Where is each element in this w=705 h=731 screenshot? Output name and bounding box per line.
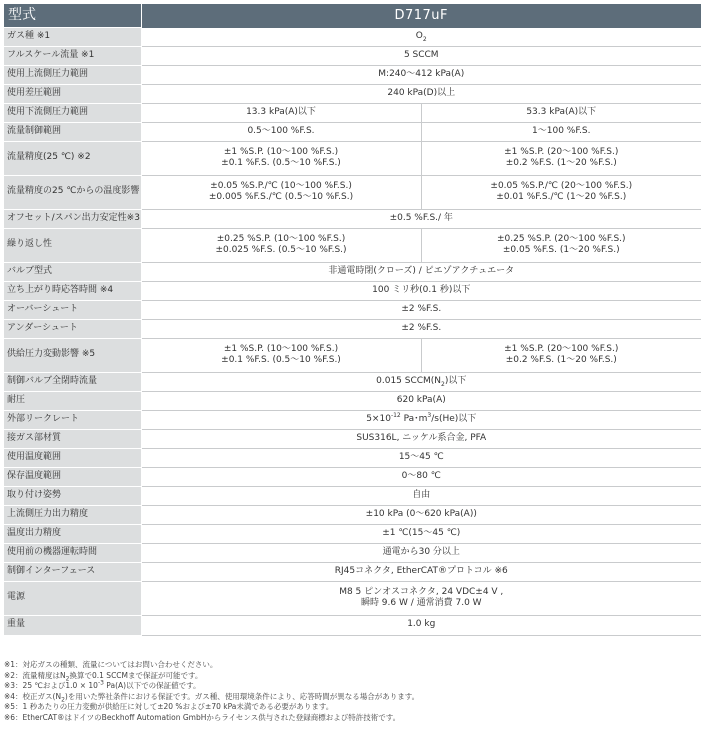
value-line: ±0.2 %F.S. (1～20 %F.S.) <box>505 355 617 365</box>
spec-label: オフセット/スパン出力安定性※3 <box>4 209 141 228</box>
spec-value: 非通電時閉(クローズ) / ピエゾアクチュエータ <box>141 262 701 281</box>
spec-value: $O_2$ <box>141 27 701 46</box>
spec-label: フルスケール流量 ※1 <box>4 46 141 65</box>
spec-row <box>4 615 701 635</box>
value-line: ±0.05 %F.S. (1～20 %F.S.) <box>502 245 620 255</box>
spec-row <box>4 562 701 581</box>
spec-value: SUS316L, ニッケル系合金, PFA <box>141 429 701 448</box>
spec-label: 耐圧 <box>4 391 141 410</box>
spec-label: 流量制御範囲 <box>4 122 141 141</box>
value-line: ±0.005 %F.S./℃ (0.5～10 %F.S.) <box>208 192 354 202</box>
value-line: ±0.05 %S.P./℃ (20～100 %F.S.) <box>490 180 633 191</box>
value-line: ±0.025 %F.S. (0.5～10 %F.S.) <box>215 245 347 255</box>
value-line: ±1 %S.P. (20～100 %F.S.) <box>504 146 619 157</box>
spec-row <box>4 429 701 448</box>
spec-row <box>4 410 701 429</box>
footnote: ※2：流量精度は$N_2$換算で0.1 SCCMまで保証が可能です。 <box>4 670 203 682</box>
spec-row <box>4 524 701 543</box>
spec-label: ガス種 ※1 <box>4 27 141 46</box>
spec-value: ±10 kPa (0～620 kPa(A)) <box>141 505 701 524</box>
spec-row <box>4 467 701 486</box>
spec-row <box>4 448 701 467</box>
footnotes <box>4 660 701 723</box>
spec-label: 使用温度範囲 <box>4 448 141 467</box>
spec-row <box>4 27 701 46</box>
spec-value: RJ45コネクタ, EtherCAT®プロトコル ※6 <box>141 562 701 581</box>
spec-row <box>4 505 701 524</box>
spec-row <box>4 209 701 228</box>
spec-label: 流量精度(25 ℃) ※2 <box>4 141 141 175</box>
spec-value: 通電から30 分以上 <box>141 543 701 562</box>
header-row <box>4 4 701 27</box>
spec-value: 240 kPa(D)以上 <box>141 84 701 103</box>
spec-row <box>4 543 701 562</box>
spec-label: 供給圧力変動影響 ※5 <box>4 338 141 372</box>
spec-label: 使用上流側圧力範囲 <box>4 65 141 84</box>
spec-row <box>4 319 701 338</box>
value-line: ±0.25 %S.P. (20～100 %F.S.) <box>496 233 626 244</box>
spec-label: 流量精度の25 ℃からの温度影響 <box>4 175 141 209</box>
spec-value-right: 1～100 %F.S. <box>421 122 701 141</box>
value-line: ±1 %S.P. (10～100 %F.S.) <box>223 146 339 157</box>
value-line: ±0.05 %S.P./℃ (10～100 %F.S.) <box>210 180 352 191</box>
spec-label: 使用差圧範囲 <box>4 84 141 103</box>
spec-value-right <box>421 141 701 175</box>
footnote: ※3：25 ℃および$1.0 \times 10^{-3}$ Pa(A)以下での保証値です。 <box>4 679 201 690</box>
value-line: ±0.01 %F.S./℃ (1～20 %F.S.) <box>496 192 627 202</box>
spec-label: 上流側圧力出力精度 <box>4 505 141 524</box>
spec-row <box>4 581 701 615</box>
spec-value-left <box>141 228 421 262</box>
spec-row <box>4 281 701 300</box>
value-line: ±1 %S.P. (10～100 %F.S.) <box>223 343 339 354</box>
value-line: ±0.25 %S.P. (10～100 %F.S.) <box>216 233 346 244</box>
spec-value-right <box>421 228 701 262</box>
spec-value: 0～80 ℃ <box>141 467 701 486</box>
spec-label: オーバーシュート <box>4 300 141 319</box>
spec-row <box>4 141 701 175</box>
spec-row <box>4 391 701 410</box>
spec-label: 電源 <box>4 581 141 615</box>
spec-label: 保存温度範囲 <box>4 467 141 486</box>
spec-row <box>4 65 701 84</box>
spec-table <box>4 4 701 636</box>
spec-value-right <box>421 175 701 209</box>
spec-value: 0.015 $SCCM(N_2)$以下 <box>141 372 701 391</box>
spec-row <box>4 103 701 122</box>
spec-value-right: 53.3 kPa(A)以下 <box>421 103 701 122</box>
value-line: 瞬時 9.6 W / 通常消費 7.0 W <box>360 598 482 608</box>
spec-value <box>141 581 701 615</box>
spec-row <box>4 84 701 103</box>
value-line: ±1 %S.P. (20～100 %F.S.) <box>504 343 619 354</box>
spec-row <box>4 372 701 391</box>
spec-row <box>4 300 701 319</box>
spec-label: 温度出力精度 <box>4 524 141 543</box>
spec-body <box>4 4 701 635</box>
spec-value: 15～45 ℃ <box>141 448 701 467</box>
spec-value-left <box>141 175 421 209</box>
spec-label: 接ガス部材質 <box>4 429 141 448</box>
spec-value: ±0.5 %F.S./ 年 <box>141 209 701 228</box>
spec-value-left: 0.5～100 %F.S. <box>141 122 421 141</box>
spec-label: 使用下流側圧力範囲 <box>4 103 141 122</box>
value-line: ±0.1 %F.S. (0.5～10 %F.S.) <box>221 158 341 168</box>
spec-value: $5\times 10^{-12}$ Pa･$m^3/s(He)$以下 <box>141 410 701 429</box>
spec-value: ±1 ℃(15～45 ℃) <box>141 524 701 543</box>
spec-label: バルブ型式 <box>4 262 141 281</box>
spec-label: 制御インターフェース <box>4 562 141 581</box>
spec-value: ±2 %F.S. <box>141 319 701 338</box>
spec-label: 使用前の機器運転時間 <box>4 543 141 562</box>
spec-value: 620 kPa(A) <box>141 391 701 410</box>
spec-value: ±2 %F.S. <box>141 300 701 319</box>
spec-value: 1.0 kg <box>141 615 701 635</box>
spec-value-left <box>141 141 421 175</box>
footnote: ※1：対応ガスの種類、流量についてはお問い合わせください。 <box>4 660 218 669</box>
footnote: ※4：校正ガス$(N_2)$を用いた弊社条件における保証です。ガス種、使用環境条件により、応答時間が異なる場合があります。 <box>4 691 420 703</box>
value-line: ±0.1 %F.S. (0.5～10 %F.S.) <box>221 355 341 365</box>
spec-label: 立ち上がり時応答時間 ※4 <box>4 281 141 300</box>
spec-row <box>4 122 701 141</box>
value-line: ±0.2 %F.S. (1～20 %F.S.) <box>505 158 617 168</box>
spec-row <box>4 338 701 372</box>
spec-value-left: 13.3 kPa(A)以下 <box>141 103 421 122</box>
spec-row <box>4 46 701 65</box>
spec-label: 繰り返し性 <box>4 228 141 262</box>
spec-label: 制御バルブ全閉時流量 <box>4 372 141 391</box>
spec-label: 取り付け姿勢 <box>4 486 141 505</box>
spec-row <box>4 228 701 262</box>
spec-row <box>4 175 701 209</box>
spec-label: 外部リークレート <box>4 410 141 429</box>
spec-label: 重量 <box>4 615 141 635</box>
model-name: D717uF <box>141 4 701 27</box>
spec-value-left <box>141 338 421 372</box>
spec-row <box>4 486 701 505</box>
spec-row <box>4 262 701 281</box>
footnote: ※6：EtherCAT®はドイツのBeckhoff Automation GmbHからライセンス供与された登録商標および特許技術です。 <box>4 712 401 722</box>
spec-value-right <box>421 338 701 372</box>
spec-value: 100 ミリ秒(0.1 秒)以下 <box>141 281 701 300</box>
spec-label: アンダーシュート <box>4 319 141 338</box>
footnote: ※5：1 秒あたりの圧力変動が供給圧に対して±20 %および±70 kPa未満である必要があります。 <box>4 702 334 711</box>
value-line: M8 5 ピンオスコネクタ, 24 VDC±4 V , <box>339 586 504 597</box>
spec-value: 5 SCCM <box>141 46 701 65</box>
spec-value: 自由 <box>141 486 701 505</box>
spec-value: M:240～412 kPa(A) <box>141 65 701 84</box>
header-label: 型式 <box>4 4 141 27</box>
